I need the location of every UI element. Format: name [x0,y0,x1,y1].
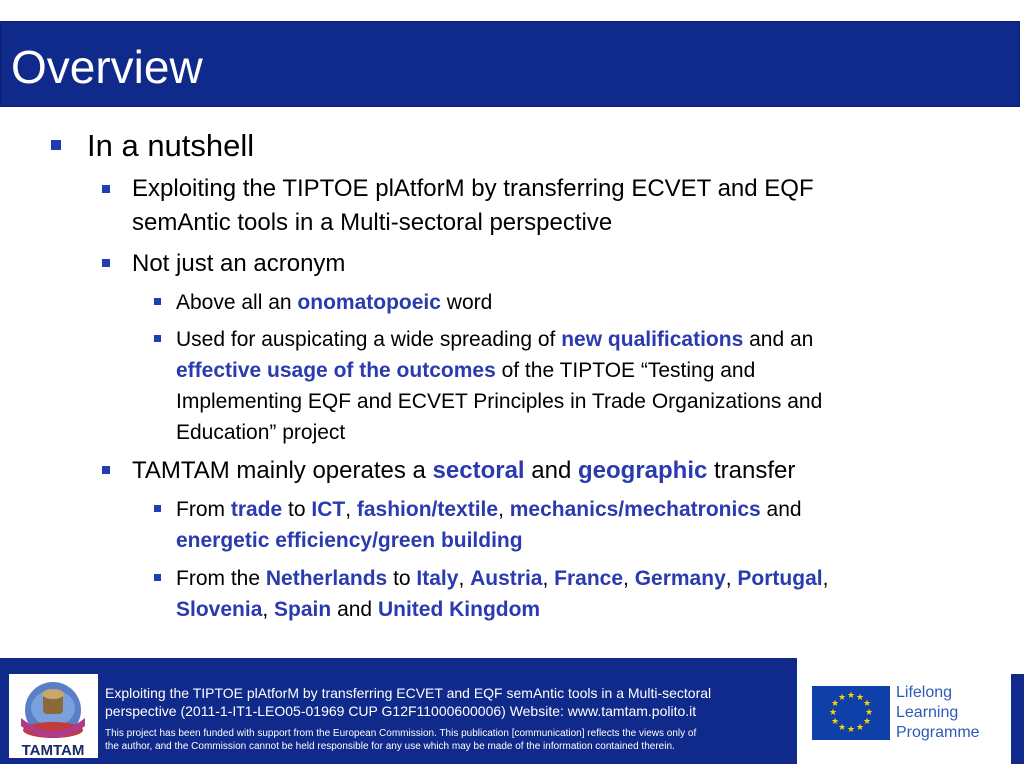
title-bar [0,21,1020,107]
llp-line: Lifelong [896,684,953,701]
bullet-marker-l2 [102,466,110,474]
svg-text:★: ★ [846,725,856,735]
text: , [725,567,738,590]
highlight: Slovenia [176,598,263,621]
bullet-marker-l3 [154,505,161,512]
svg-text:★: ★ [837,723,847,733]
text: and an [743,328,814,351]
text: and [760,498,802,521]
text: word [440,291,493,314]
text: From the [176,567,266,590]
tamtam-logo [13,678,93,758]
text: to [387,567,417,590]
disclaimer-line: the author, and the Commission cannot be held responsible for any use which may be made of the information contained therein. [105,741,675,752]
highlight: onomatopoeic [297,291,441,314]
bullet-marker-l1 [51,140,61,150]
highlight: new qualifications [561,328,744,351]
svg-text:★: ★ [855,693,865,703]
highlight: ICT [311,498,346,521]
text: From [176,498,231,521]
slide-title: Overview [11,41,203,93]
llp-line: Learning [896,704,959,721]
bullet-l3-sectors [176,494,802,525]
highlight: trade [230,498,283,521]
highlight: Italy [416,567,459,590]
highlight: Germany [634,567,726,590]
bullet-l3-auspicating-line4: Education” project [176,421,346,444]
text: , [822,567,829,590]
text: , [262,598,275,621]
highlight: energetic efficiency/green building [176,529,523,552]
llp-logo-text [896,683,980,743]
highlight: fashion/textile [356,498,499,521]
highlight: France [554,567,624,590]
highlight: geographic [577,457,708,484]
bullet-l1-nutshell: In a nutshell [87,128,255,163]
text: Used for auspicating a wide spreading of [176,328,562,351]
bullet-l3-onomatopoeic [176,287,492,318]
text: Above all an [176,291,298,314]
highlight: Austria [470,567,543,590]
tamtam-logo-icon [13,678,93,758]
bullet-l2-acronym: Not just an acronym [132,250,346,277]
disclaimer-line: This project has been funded with support from the European Commission. This publication [communication] reflects the views only of [105,728,697,739]
text: and [524,457,578,484]
bullet-marker-l3 [154,574,161,581]
svg-text:★: ★ [830,717,840,727]
footer-project-info [105,684,789,720]
bullet-l3-countries [176,563,828,594]
bullet-marker-l2 [102,259,110,267]
bullet-marker-l2 [102,185,110,193]
bullet-l3-auspicating [176,324,813,355]
right-stripe [1011,674,1024,764]
svg-text:★: ★ [862,717,872,727]
eu-stars-icon [812,686,890,740]
footer-line: Exploiting the TIPTOE plAtforM by transferring ECVET and EQF semAntic tools in a Multi-sectoral [105,685,712,701]
text: , [623,567,635,590]
llp-line: Programme [896,724,980,741]
highlight: United Kingdom [377,598,541,621]
text: , [345,498,357,521]
text: transfer [707,457,796,484]
svg-text:★: ★ [862,699,872,709]
bullet-l2-exploiting-cont: semAntic tools in a Multi-sectoral perspective [132,209,613,236]
text: to [282,498,312,521]
footer-line: perspective (2011-1-IT1-LEO05-01969 CUP G12F11000600006) Website: www.tamtam.polito.it [105,703,697,719]
bullet-marker-l3 [154,298,161,305]
bullet-l2-exploiting: Exploiting the TIPTOE plAtforM by transferring ECVET and EQF [132,175,814,202]
highlight: effective usage of the outcomes [176,359,496,382]
highlight: Portugal [737,567,823,590]
text: of the TIPTOE “Testing and [495,359,756,382]
footer-text-box [98,674,791,760]
bullet-l2-transfer [132,454,795,488]
bullet-l3-countries-line2 [176,594,540,625]
svg-text:★: ★ [828,708,838,718]
bullet-l3-auspicating-line2 [176,355,755,386]
svg-text:★: ★ [855,723,865,733]
highlight: Netherlands [265,567,388,590]
text: TAMTAM mainly operates a [132,457,433,484]
svg-text:★: ★ [830,699,840,709]
svg-text:★: ★ [846,691,856,701]
highlight: sectoral [432,457,525,484]
text: , [498,498,510,521]
svg-text:★: ★ [837,693,847,703]
svg-text:★: ★ [864,708,874,718]
logo-label: TAMTAM [21,742,85,758]
bullet-l3-sectors-line2 [176,525,523,556]
highlight: Spain [274,598,332,621]
bullet-l3-auspicating-line3: Implementing EQF and ECVET Principles in Trade Organizations and [176,390,823,413]
highlight: mechanics/mechatronics [509,498,761,521]
footer-disclaimer [105,727,789,753]
bullet-marker-l3 [154,335,161,342]
text: , [542,567,555,590]
text: , [458,567,471,590]
eu-flag-icon [812,686,890,740]
text: and [331,598,378,621]
